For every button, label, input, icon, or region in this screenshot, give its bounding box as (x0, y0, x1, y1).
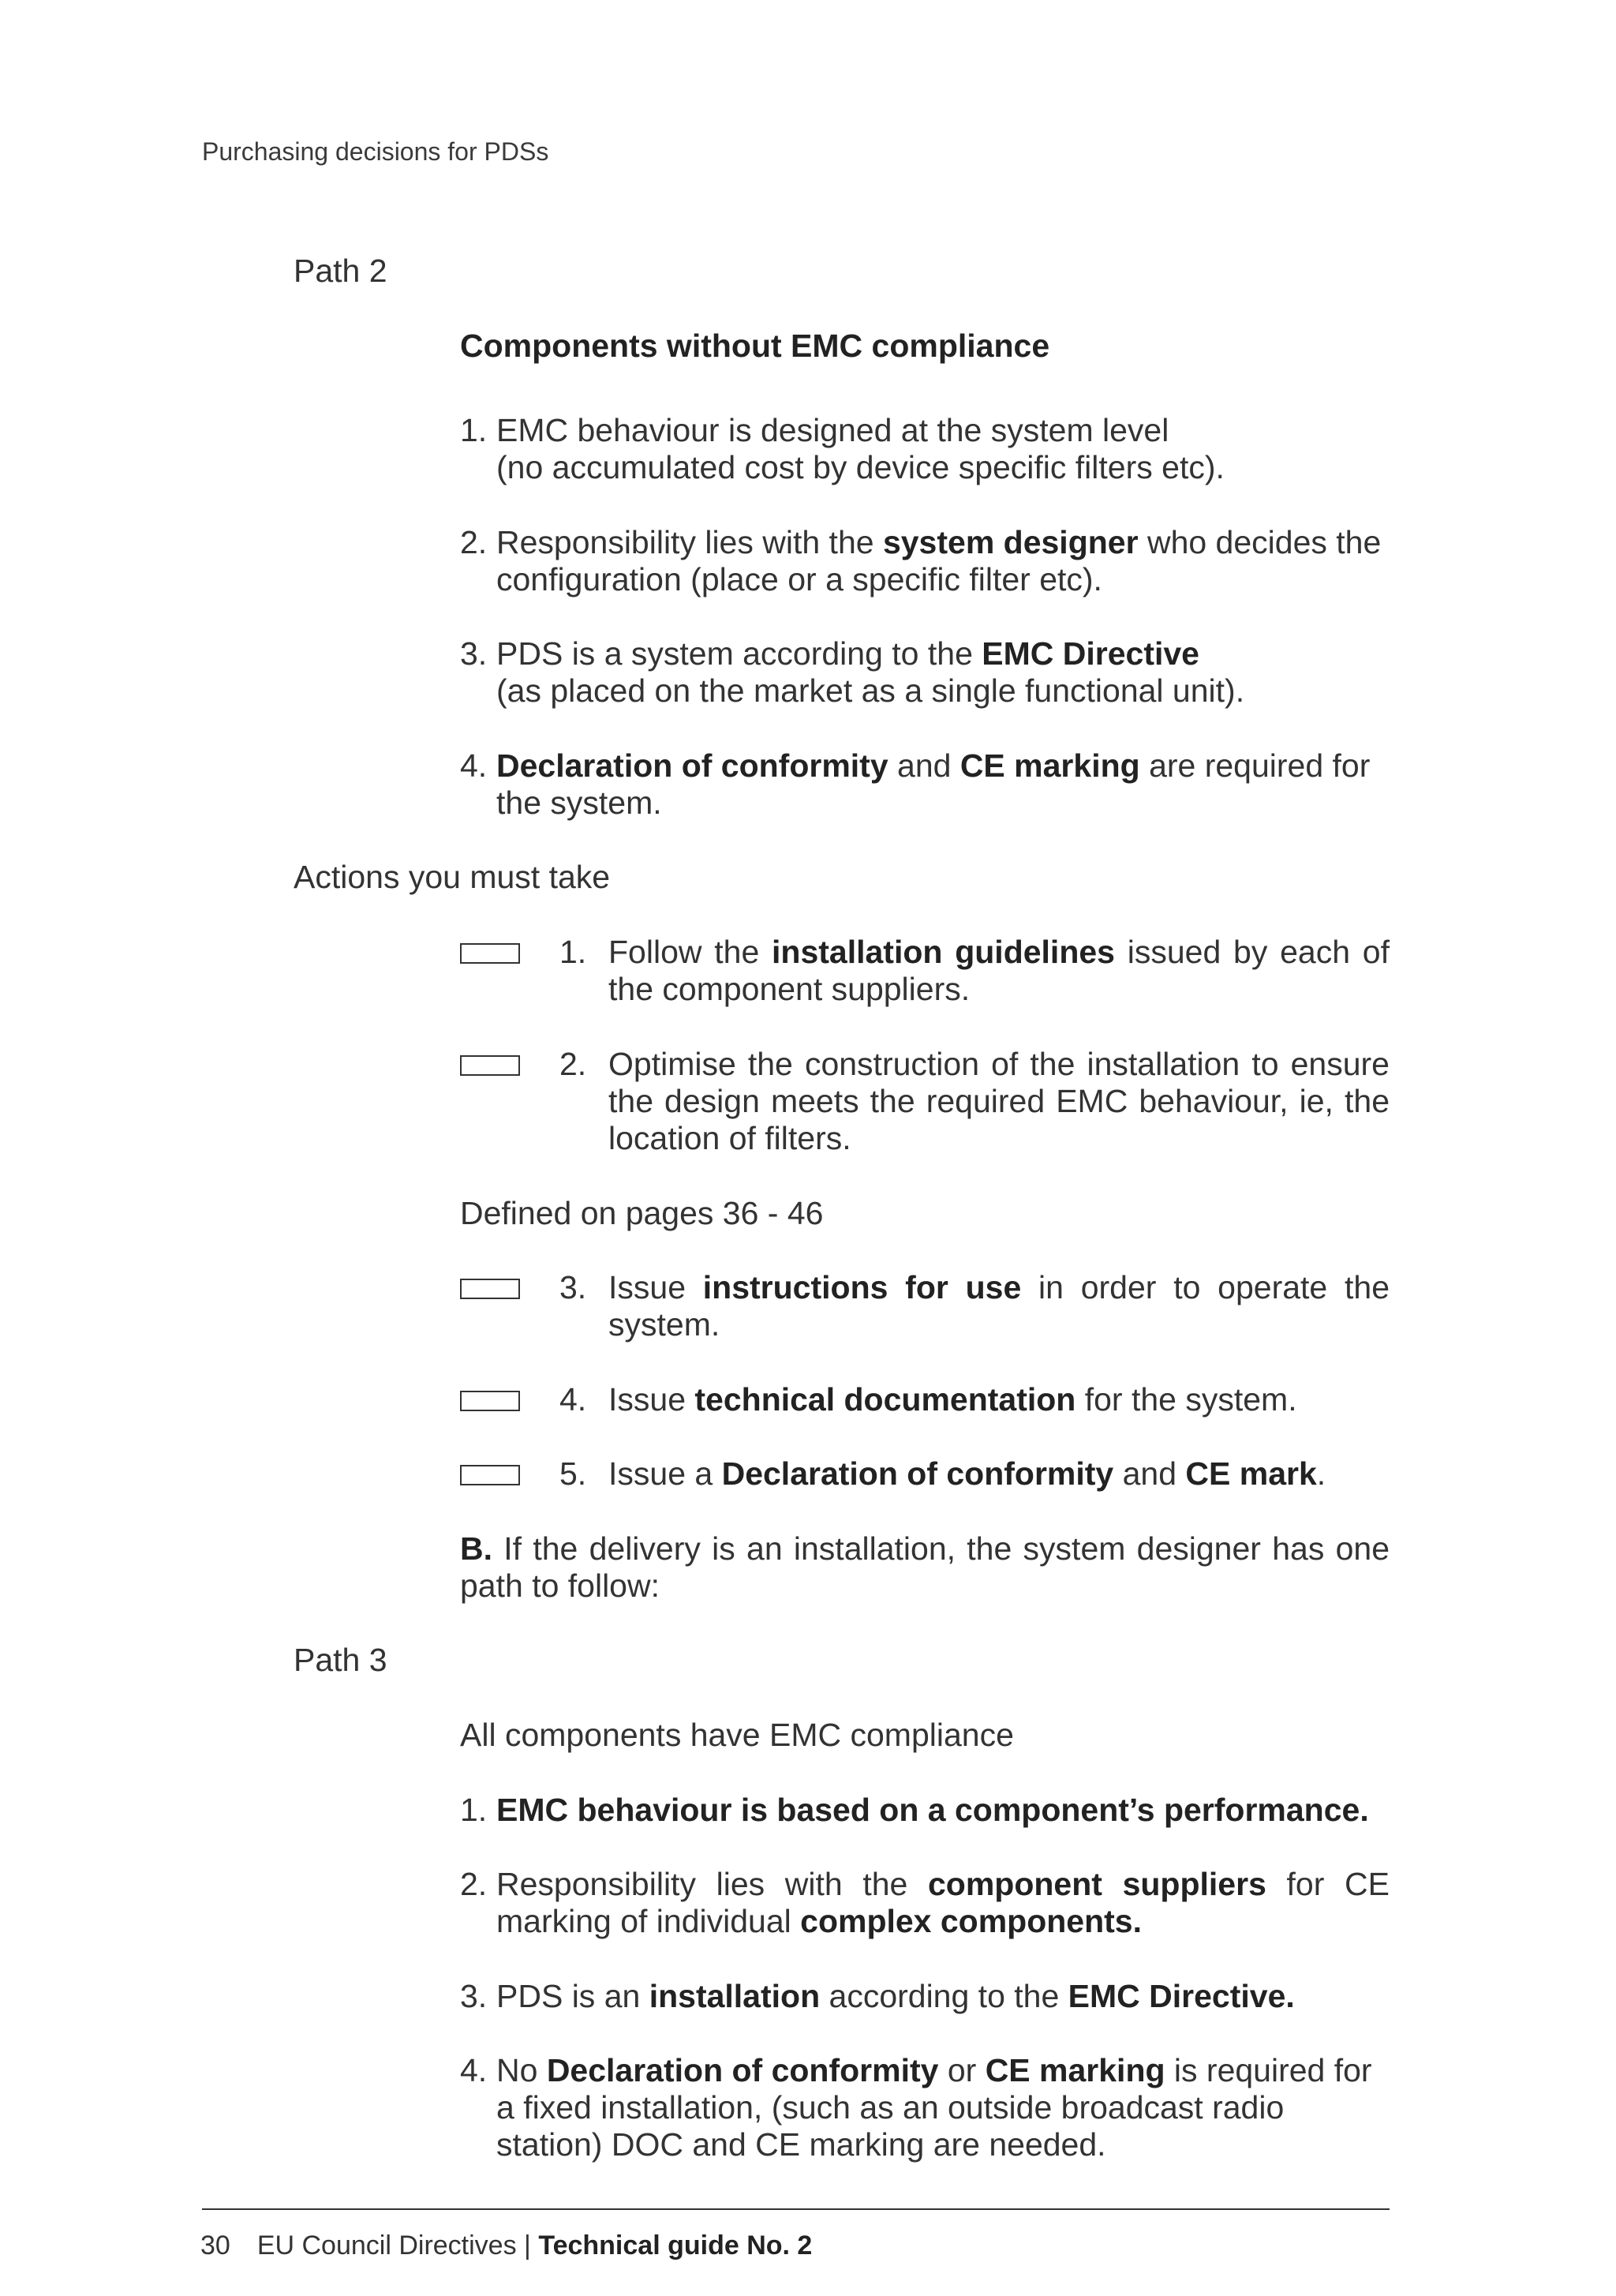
item-text (608, 1381, 1390, 1418)
item-text (496, 1792, 1390, 1829)
bold-text: EMC behaviour is based on a component’s performance. (496, 1792, 1369, 1828)
action-item-2 (460, 1046, 1390, 1157)
text-run: PDS is a system according to the (496, 635, 982, 672)
path-3-heading: All components have EMC compliance (460, 1717, 1014, 1753)
checkbox[interactable] (460, 943, 520, 964)
footer-divider (202, 2208, 1390, 2210)
item-text (496, 2052, 1390, 2163)
text-run: Issue a (608, 1455, 722, 1492)
text-run: . (1316, 1455, 1326, 1492)
defined-note: Defined on pages 36 - 46 (460, 1195, 824, 1231)
action-item-4 (460, 1381, 1390, 1418)
bold-text: installation (649, 1978, 821, 2014)
item-number: 1. (460, 412, 488, 448)
action-item-3 (460, 1269, 1390, 1343)
item-number: 3. (559, 1269, 587, 1305)
item-text (608, 934, 1390, 1008)
text-run: for the system. (1075, 1381, 1297, 1418)
bold-text: system designer (882, 524, 1139, 560)
item-number: 3. (460, 635, 488, 672)
text-run: for CE marking of individual (496, 1866, 1390, 1939)
item-text (496, 524, 1390, 598)
item-number: 2. (460, 524, 488, 560)
bold-text: Declaration of conformity (721, 1455, 1114, 1492)
item-number: 4. (460, 2052, 488, 2088)
action-item-5 (460, 1455, 1390, 1493)
text-run: and (1113, 1455, 1186, 1492)
path-3-item-3 (460, 1978, 1390, 2015)
bold-text: EMC Directive (982, 635, 1199, 672)
item-number: 4. (559, 1381, 587, 1418)
bold-text: CE marking (985, 2052, 1165, 2088)
item-number: 1. (460, 1792, 488, 1828)
checkbox[interactable] (460, 1279, 520, 1299)
section-b-lead: B. (460, 1530, 492, 1567)
section-b-paragraph (460, 1530, 1390, 1605)
bold-text: instructions for use (702, 1269, 1022, 1305)
checkbox[interactable] (460, 1055, 520, 1076)
text-run: (no accumulated cost by device specific filters etc). (496, 449, 1225, 485)
bold-text: complex components. (800, 1903, 1143, 1939)
text-run: Responsibility lies with the (496, 524, 883, 560)
item-number: 2. (460, 1866, 488, 1902)
item-text (496, 1866, 1390, 1940)
text-run: issued by each of the component suppliers. (608, 934, 1390, 1007)
page-number: 30 (200, 2230, 230, 2260)
text-run: or (938, 2052, 986, 2088)
footer-right-text: Technical guide No. 2 (538, 2230, 813, 2260)
actions-label: Actions you must take (294, 859, 611, 895)
section-b-text: If the delivery is an installation, the system designer has one path to follow: (460, 1530, 1390, 1604)
item-text (496, 1978, 1390, 2015)
text-run: Issue (608, 1269, 703, 1305)
item-text (608, 1455, 1390, 1493)
running-header: Purchasing decisions for PDSs (202, 137, 549, 166)
path-3-item-2 (460, 1866, 1390, 1940)
path-3-item-1 (460, 1792, 1390, 1829)
text-run: according to the (820, 1978, 1068, 2014)
text-run: and (888, 747, 960, 784)
path-2-item-3 (460, 635, 1390, 710)
path-3-label: Path 3 (294, 1642, 387, 1678)
path-2-item-2 (460, 524, 1390, 598)
action-item-1 (460, 934, 1390, 1008)
path-2-item-1 (460, 412, 1390, 486)
item-text (608, 1269, 1390, 1343)
item-number: 1. (559, 934, 587, 970)
item-number: 4. (460, 747, 488, 784)
item-text (496, 747, 1390, 822)
text-run: PDS is an (496, 1978, 649, 2014)
text-run: is required for a fixed installation, (such as an outside broadcast radio station) DOC and CE marking are needed. (496, 2052, 1372, 2163)
footer-left-text: EU Council Directives | (256, 2230, 539, 2260)
text-run: EMC behaviour is designed at the system level (496, 412, 1169, 448)
bold-text: CE marking (960, 747, 1140, 784)
item-number: 5. (559, 1455, 587, 1492)
path-3-item-4 (460, 2052, 1390, 2163)
text-run: Responsibility lies with the (496, 1866, 928, 1902)
bold-text: installation guidelines (772, 934, 1115, 970)
checkbox[interactable] (460, 1465, 520, 1485)
bold-text: EMC Directive. (1068, 1978, 1295, 2014)
item-text (496, 412, 1390, 486)
bold-text: CE mark (1185, 1455, 1317, 1492)
text-run: in order to operate the system. (608, 1269, 1390, 1343)
item-number: 2. (559, 1046, 587, 1082)
bold-text: component suppliers (928, 1866, 1266, 1902)
text-run: Optimise the construction of the installation to ensure the design meets the required EMC behaviour, ie, the location of filters. (608, 1046, 1390, 1156)
text-run: Issue (608, 1381, 695, 1418)
bold-text: Declaration of conformity (546, 2052, 939, 2088)
path-2-item-4 (460, 747, 1390, 822)
text-run: Follow the (608, 934, 772, 970)
item-number: 3. (460, 1978, 488, 2014)
item-text (608, 1046, 1390, 1157)
checkbox[interactable] (460, 1391, 520, 1411)
bold-text: Declaration of conformity (496, 747, 888, 784)
text-run: who decides the configuration (place or a specific filter etc). (496, 524, 1382, 597)
path-2-heading: Components without EMC compliance (460, 328, 1050, 364)
page-footer (200, 2230, 812, 2261)
text-run: are required for the system. (496, 747, 1371, 821)
item-text (496, 635, 1390, 710)
text-run: No (496, 2052, 547, 2088)
path-2-label: Path 2 (294, 253, 387, 289)
text-run: (as placed on the market as a single functional unit). (496, 672, 1245, 709)
bold-text: technical documentation (694, 1381, 1076, 1418)
